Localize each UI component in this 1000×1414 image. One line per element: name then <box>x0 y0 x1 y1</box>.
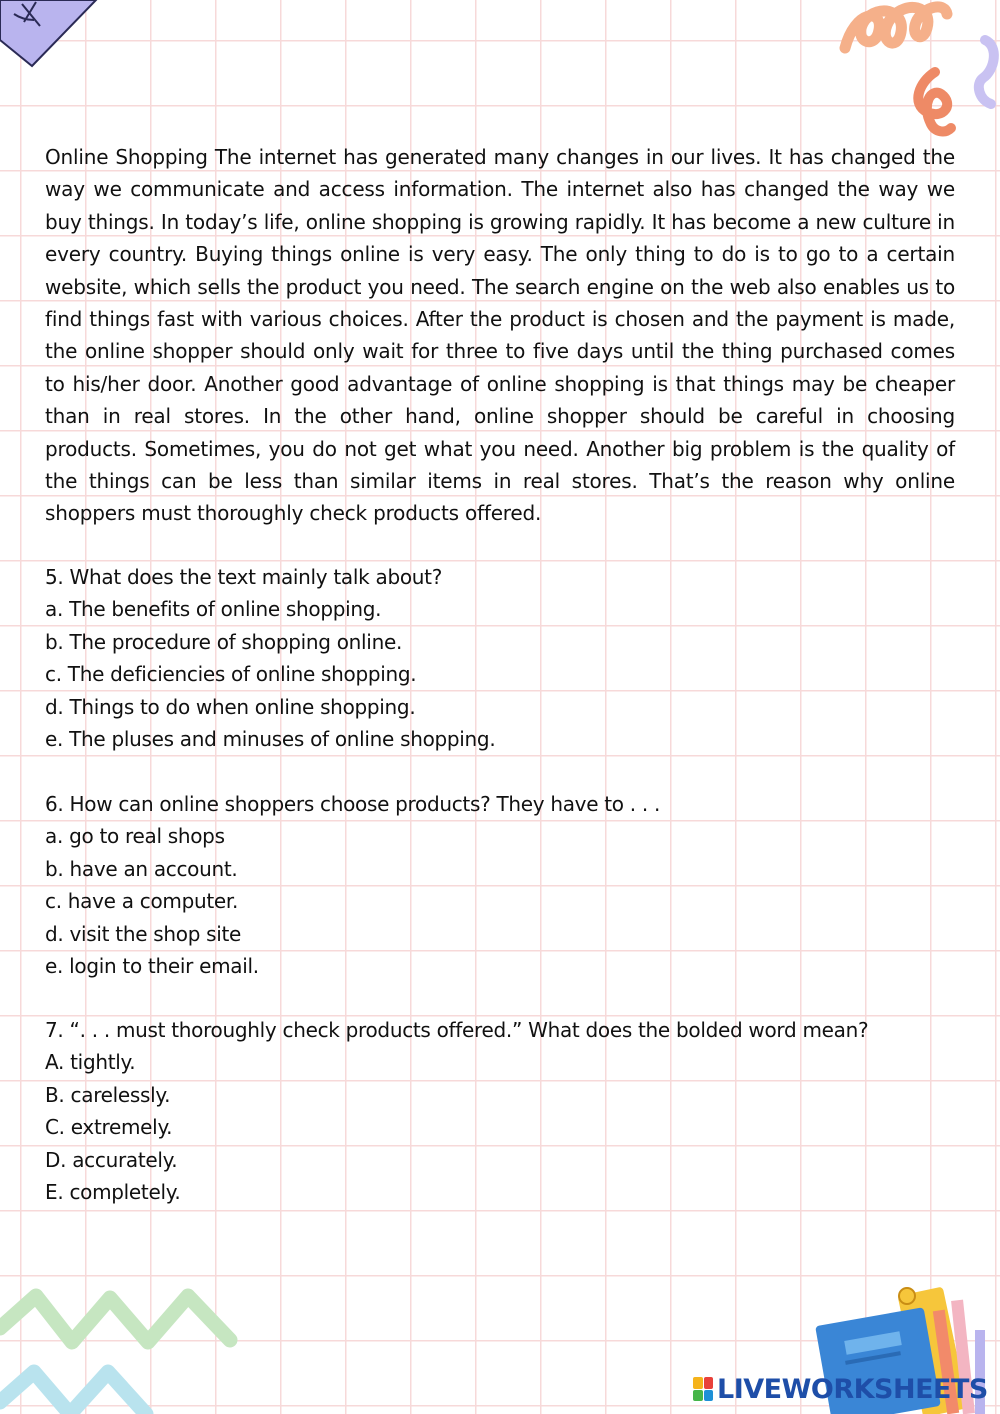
zigzag-decoration-icon <box>0 1280 250 1414</box>
liveworksheets-logo-icon <box>693 1377 713 1401</box>
answer-option-e: e. login to their email. <box>45 954 259 979</box>
tag-card-icon <box>0 0 105 70</box>
answer-option-e: E. completely. <box>45 1180 181 1205</box>
question-prompt: 7. “. . . must thoroughly check products offered.” What does the bolded word mean? <box>45 1018 869 1042</box>
answer-option-c: c. The deficiencies of online shopping. <box>45 662 417 687</box>
answer-option-b: b. have an account. <box>45 856 238 881</box>
answer-option-b: B. carelessly. <box>45 1082 171 1107</box>
liveworksheets-brand[interactable] <box>693 1372 988 1406</box>
squiggle-decoration-icon <box>835 0 1000 140</box>
answer-option-e: e. The pluses and minuses of online shopping. <box>45 727 496 752</box>
question-6 <box>45 788 955 982</box>
question-7 <box>45 1014 955 1208</box>
question-5 <box>45 561 955 755</box>
answer-option-a: A. tightly. <box>45 1050 136 1075</box>
answer-option-c: C. extremely. <box>45 1115 173 1140</box>
answer-option-b: b. The procedure of shopping online. <box>45 629 403 654</box>
question-prompt: 6. How can online shoppers choose products? They have to . . . <box>45 792 661 816</box>
answer-option-d: D. accurately. <box>45 1147 178 1172</box>
brand-logo-text: LIVEWORKSHEETS <box>717 1373 988 1405</box>
question-prompt: 5. What does the text mainly talk about? <box>45 565 443 589</box>
answer-option-a: a. go to real shops <box>45 824 225 849</box>
reading-passage: Online Shopping The internet has generated many changes in our lives. It has changed the way we communicate and access information. The internet also has changed the way we buy things. In today’s life, online shopping is growing rapidly. It has become a new culture in every country. Buying things online is very easy. The only thing to do is to go to a certain website, which sells the product you need. The search engine on the web also enables us to find things fast with various choices. After the product is chosen and the payment is made, the online shopper should only wait for three to five days until the thing purchased comes to his/her door. Another good advantage of online shopping is that things may be cheaper than in real stores. In the other hand, online shopper should be careful in choosing products. Sometimes, you do not get what you need. Another big problem is the quality of the things can be less than similar items in real stores. That’s the reason why online shoppers must thoroughly check products offered. <box>45 145 955 526</box>
answer-option-d: d. visit the shop site <box>45 921 242 946</box>
answer-option-d: d. Things to do when online shopping. <box>45 694 416 719</box>
answer-option-c: c. have a computer. <box>45 889 239 914</box>
answer-option-a: a. The benefits of online shopping. <box>45 597 382 622</box>
